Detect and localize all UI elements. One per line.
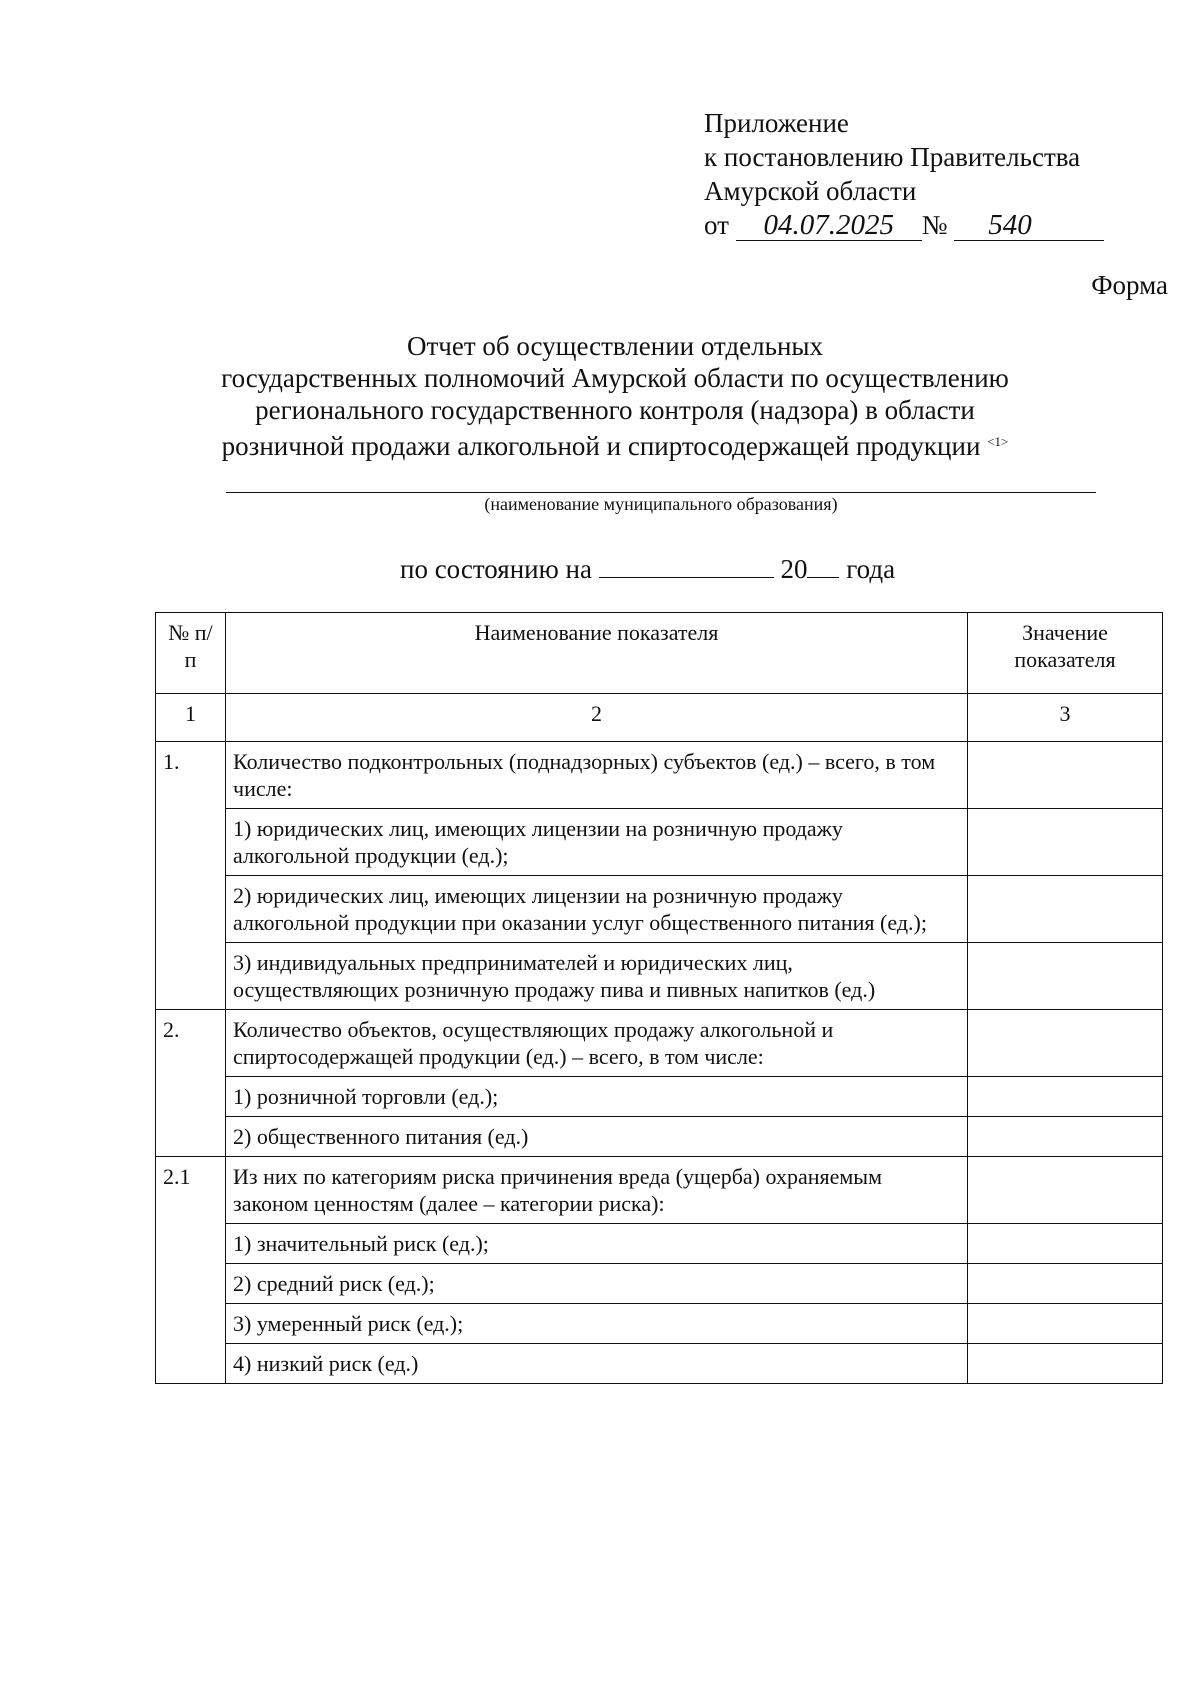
municipality-blank-line — [226, 492, 1096, 493]
appendix-line-1: Приложение — [704, 108, 849, 138]
number-sign: № — [921, 210, 948, 240]
year-prefix: 20 — [780, 554, 808, 584]
handwritten-number: 540 — [954, 210, 1104, 241]
table-header-row — [156, 613, 1163, 694]
report-table — [155, 612, 1163, 1384]
appendix-date-line — [704, 208, 1104, 242]
table-row — [156, 1344, 1163, 1384]
indicator-value-cell[interactable] — [968, 1157, 1163, 1224]
as-of-line — [400, 551, 895, 585]
indicator-value-cell[interactable] — [968, 1264, 1163, 1304]
indicator-name: 1) розничной торговли (ед.); — [226, 1077, 968, 1117]
table-row — [156, 876, 1163, 943]
footnote-ref: <1> — [987, 434, 1009, 449]
date-prefix: от — [704, 210, 729, 240]
report-title — [180, 330, 1050, 462]
row-number: 2.1 — [156, 1157, 226, 1384]
table-row — [156, 742, 1163, 809]
indicator-name: 3) индивидуальных предпринимателей и юридических лиц, осуществляющих розничную продажу пива и пивных напитков (ед.) — [226, 943, 968, 1010]
table-row — [156, 1010, 1163, 1077]
header-number: № п/п — [156, 613, 226, 694]
header-indicator-value: Значение показателя — [968, 613, 1163, 694]
municipality-caption: (наименование муниципального образования) — [484, 494, 838, 514]
column-number-row — [156, 694, 1163, 742]
table-row — [156, 943, 1163, 1010]
indicator-value-cell[interactable] — [968, 876, 1163, 943]
table-row — [156, 1077, 1163, 1117]
date-blank — [599, 551, 774, 578]
indicator-value-cell[interactable] — [968, 943, 1163, 1010]
row-number: 2. — [156, 1010, 226, 1157]
column-number-1: 1 — [156, 694, 226, 742]
table-row — [156, 1304, 1163, 1344]
form-label: Форма — [1091, 270, 1168, 300]
indicator-name: 1) значительный риск (ед.); — [226, 1224, 968, 1264]
appendix-line-2: к постановлению Правительства — [704, 142, 1081, 172]
title-line-4-text: розничной продажи алкогольной и спиртосодержащей продукции — [221, 431, 981, 461]
indicator-value-cell[interactable] — [968, 1077, 1163, 1117]
indicator-value-cell[interactable] — [968, 742, 1163, 809]
handwritten-date: 04.07.2025 — [736, 210, 922, 241]
header-indicator-name: Наименование показателя — [226, 613, 968, 694]
appendix-block — [704, 106, 1104, 242]
indicator-value-cell[interactable] — [968, 809, 1163, 876]
row-number: 1. — [156, 742, 226, 1010]
table-row — [156, 1157, 1163, 1224]
indicator-value-cell[interactable] — [968, 1010, 1163, 1077]
indicator-value-cell[interactable] — [968, 1224, 1163, 1264]
indicator-name: 1) юридических лиц, имеющих лицензии на розничную продажу алкогольной продукции (ед.); — [226, 809, 968, 876]
indicator-name: Количество подконтрольных (поднадзорных) субъектов (ед.) – всего, в том числе: — [226, 742, 968, 809]
column-number-3: 3 — [968, 694, 1163, 742]
indicator-name: 2) средний риск (ед.); — [226, 1264, 968, 1304]
indicator-value-cell[interactable] — [968, 1117, 1163, 1157]
title-line-3: регионального государственного контроля (надзора) в области — [255, 395, 975, 425]
indicator-name: 3) умеренный риск (ед.); — [226, 1304, 968, 1344]
indicator-name: Количество объектов, осуществляющих продажу алкогольной и спиртосодержащей продукции (ед.) – всего, в том числе: — [226, 1010, 968, 1077]
as-of-suffix: года — [846, 554, 896, 584]
indicator-name: 2) общественного питания (ед.) — [226, 1117, 968, 1157]
indicator-value-cell[interactable] — [968, 1344, 1163, 1384]
table-row — [156, 1224, 1163, 1264]
indicator-name: Из них по категориям риска причинения вреда (ущерба) охраняемым законом ценностям (далее – категории риска): — [226, 1157, 968, 1224]
appendix-line-3: Амурской области — [704, 176, 917, 206]
indicator-name: 2) юридических лиц, имеющих лицензии на розничную продажу алкогольной продукции при оказании услуг общественного питания (ед.); — [226, 876, 968, 943]
title-line-2: государственных полномочий Амурской области по осуществлению — [221, 363, 1009, 393]
table-row — [156, 1117, 1163, 1157]
title-line-1: Отчет об осуществлении отдельных — [406, 331, 824, 361]
title-line-4 — [180, 426, 1050, 462]
table-row — [156, 1264, 1163, 1304]
year-blank — [807, 551, 839, 578]
indicator-name: 4) низкий риск (ед.) — [226, 1344, 968, 1384]
table-row — [156, 809, 1163, 876]
as-of-prefix: по состоянию на — [400, 554, 592, 584]
column-number-2: 2 — [226, 694, 968, 742]
indicator-value-cell[interactable] — [968, 1304, 1163, 1344]
